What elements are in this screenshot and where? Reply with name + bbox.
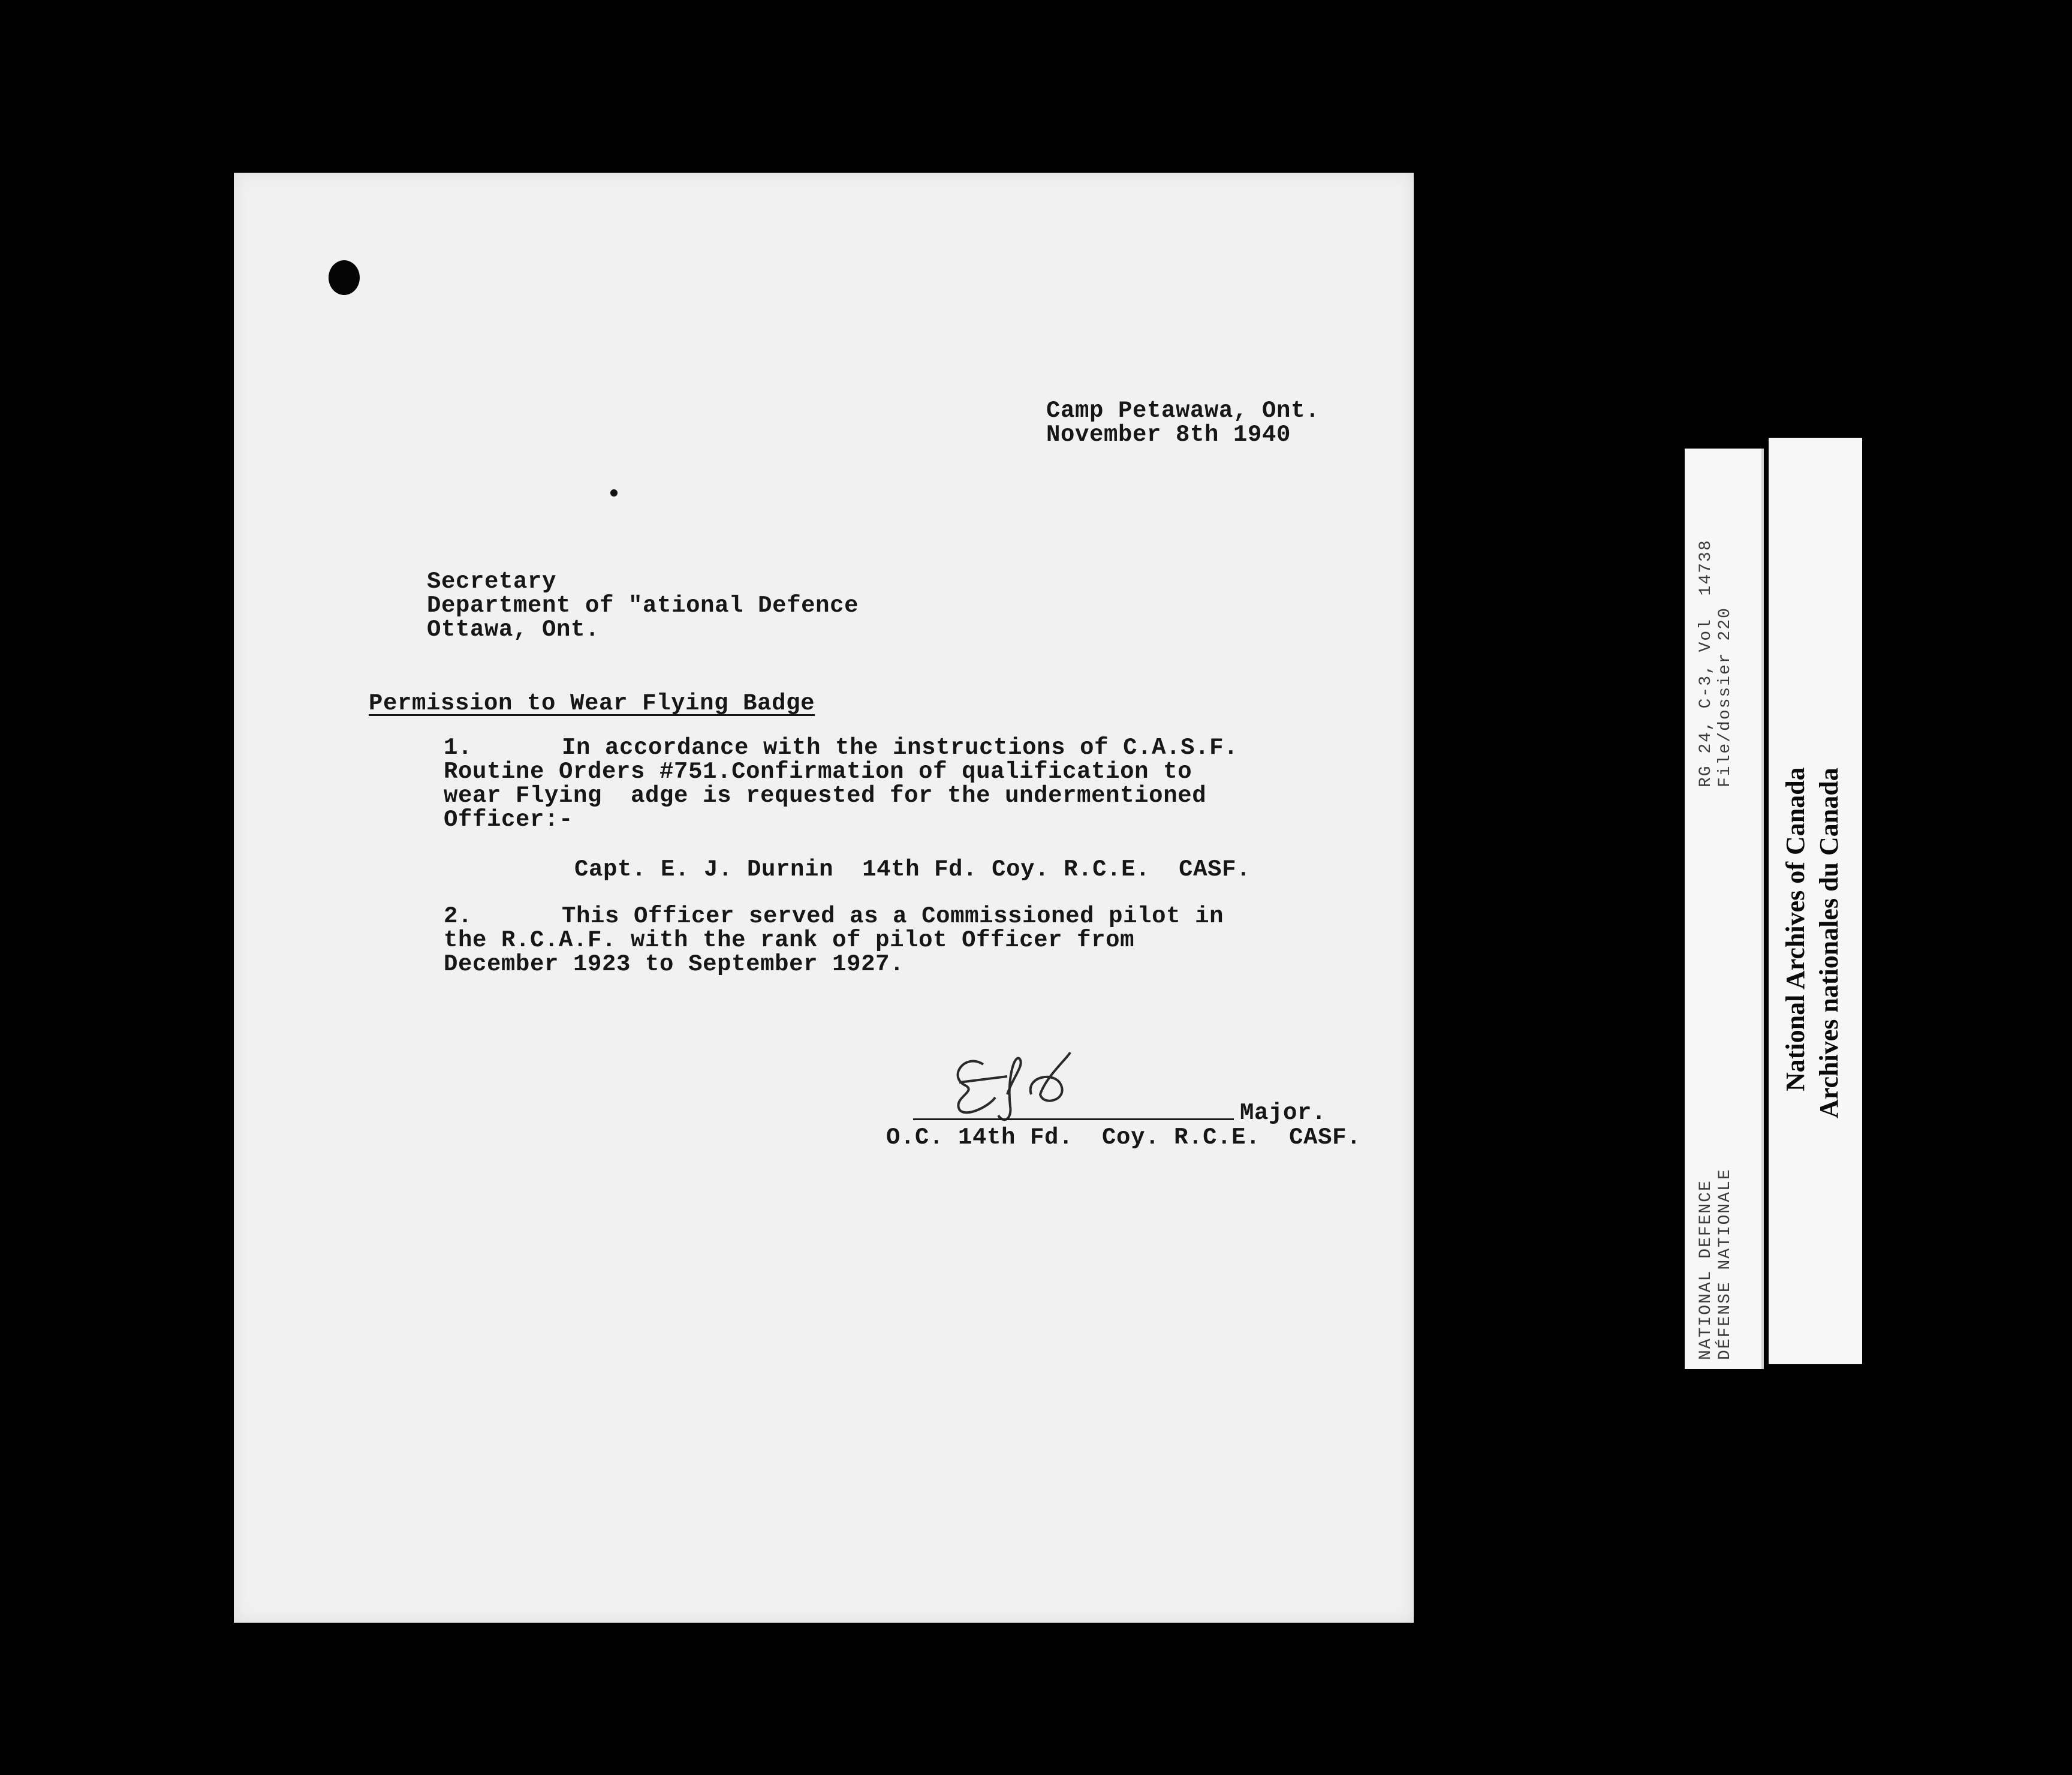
- recipient-department: Department of "ational Defence: [427, 592, 859, 619]
- para2-line: December 1923 to September 1927.: [444, 951, 905, 977]
- handwritten-signature: [941, 1040, 1097, 1124]
- letter-date: November 8th 1940: [1046, 422, 1291, 448]
- archive-department-line: NATIONAL DEFENCE: [1697, 1180, 1715, 1360]
- para2-number: 2.: [444, 903, 473, 929]
- para1-line: wear Flying adge is requested for the undermentioned: [444, 783, 1207, 809]
- signer-rank: Major.: [1240, 1100, 1327, 1126]
- signature-line: [913, 1118, 1234, 1120]
- letter-page: [234, 173, 1414, 1623]
- para1-line: Officer:-: [444, 807, 574, 833]
- archive-reference-tab: [1685, 449, 1764, 1369]
- archive-department-line: DÉFENSE NATIONALE: [1716, 1168, 1734, 1360]
- archives-label-en: National Archives of Canada: [1781, 767, 1810, 1091]
- archive-reference-line: File/dossier 220: [1716, 607, 1734, 787]
- archive-reference-line: RG 24, C-3, Vol 14738: [1697, 539, 1715, 787]
- para2-line: This Officer served as a Commissioned pilot in: [562, 903, 1224, 929]
- para1-number: 1.: [444, 735, 473, 761]
- archives-label-fr: Archives nationales du Canada: [1814, 768, 1844, 1118]
- archives-label-tab: [1769, 438, 1862, 1364]
- recipient-title: Secretary: [427, 568, 557, 595]
- signer-unit: O.C. 14th Fd. Coy. R.C.E. CASF.: [886, 1124, 1362, 1151]
- para1-line: In accordance with the instructions of C.A.S.F.: [562, 735, 1239, 761]
- letter-subject: Permission to Wear Flying Badge: [369, 690, 815, 717]
- ink-speck: [610, 489, 618, 497]
- officer-line: Capt. E. J. Durnin 14th Fd. Coy. R.C.E. CASF.: [574, 856, 1251, 883]
- para1-line: Routine Orders #751.Confirmation of qualification to: [444, 759, 1192, 785]
- punch-hole: [329, 260, 360, 295]
- recipient-city: Ottawa, Ont.: [427, 616, 600, 643]
- letter-place: Camp Petawawa, Ont.: [1046, 398, 1320, 424]
- para2-line: the R.C.A.F. with the rank of pilot Officer from: [444, 927, 1135, 953]
